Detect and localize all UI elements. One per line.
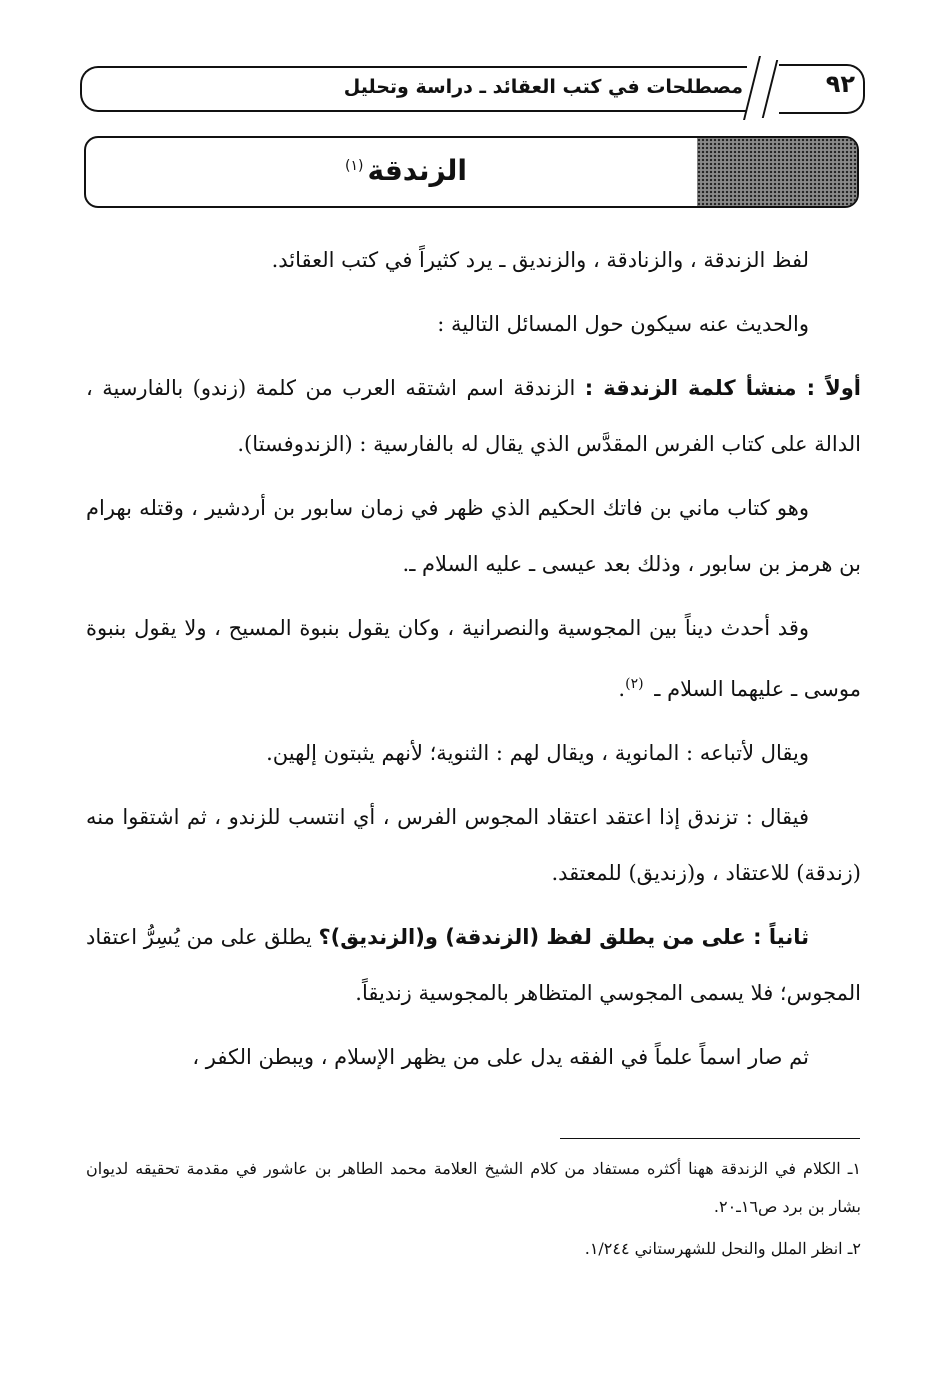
- paragraph: وهو كتاب ماني بن فاتك الحكيم الذي ظهر في زمان سابور بن أردشير ، وقتله بهرام بن هرمز بن سابور ، وذلك بعد عيسى ـ عليه السلام ـ.: [86, 496, 861, 576]
- paragraph: فيقال : تزندق إذا اعتقد اعتقاد المجوس الفرس ، أي انتسب للزندو ، ثم اشتقوا منه (زندقة) للاعتقاد ، و(زنديق) للمعتقد.: [86, 805, 861, 885]
- body-text: [86, 232, 861, 1093]
- paragraph-text: الزندقة اسم اشتقه العرب من كلمة (زندو) بالفارسية ، الدالة على كتاب الفرس المقدَّس الذي يقال له بالفارسية : (الزندوفستا).: [86, 376, 861, 456]
- section-heading-pattern: [697, 138, 857, 206]
- section-title-text: الزندقة: [367, 154, 467, 187]
- book-title: مصطلحات في كتب العقائد ـ دراسة وتحليل: [343, 76, 743, 98]
- paragraph: [86, 600, 861, 717]
- footnote-separator: [560, 1138, 860, 1139]
- paragraph-text: يطلق على من يُسِرُّ اعتقاد المجوس؛ فلا يسمى المجوسي المتظاهر بالمجوسية زنديقاً.: [86, 925, 861, 1005]
- page-number: ٩٢: [825, 70, 855, 98]
- paragraph: والحديث عنه سيكون حول المسائل التالية :: [437, 312, 809, 336]
- footnote-ref-2: (٢): [625, 676, 644, 692]
- running-header: [80, 64, 865, 116]
- paragraph: [86, 360, 861, 472]
- subheading-usage: ثانياً : على من يطلق لفظ (الزندقة) و(الزنديق)؟: [318, 925, 809, 949]
- footnotes: [86, 1150, 861, 1272]
- paragraph: ثم صار اسماً علماً في الفقه يدل على من يظهر الإسلام ، ويبطن الكفر ،: [192, 1045, 809, 1069]
- section-heading-box: [84, 136, 859, 208]
- paragraph: لفظ الزندقة ، والزنادقة ، والزنديق ـ يرد كثيراً في كتب العقائد.: [271, 248, 809, 272]
- section-title: [345, 154, 467, 187]
- footnote-2: ٢ـ انظر الملل والنحل للشهرستاني ١/٢٤٤.: [584, 1239, 861, 1258]
- paragraph-end: .: [618, 677, 626, 701]
- paragraph-text: وقد أحدث ديناً بين المجوسية والنصرانية ، وكان يقول بنبوة المسيح ، ولا يقول بنبوة موسى ـ عليهما السلام ـ: [86, 616, 861, 701]
- subheading-origin: أولاً : منشأ كلمة الزندقة :: [584, 376, 861, 400]
- paragraph: ويقال لأتباعه : المانوية ، ويقال لهم : الثنوية؛ لأنهم يثبتون إلهين.: [266, 741, 809, 765]
- footnote-ref-1: (١): [345, 157, 364, 174]
- paragraph: [86, 909, 861, 1021]
- footnote-1: ١ـ الكلام في الزندقة ههنا أكثره مستفاد من كلام الشيخ العلامة محمد الطاهر بن عاشور في مقدمة تحقيقه لديوان بشار بن برد ص١٦ـ٢٠.: [86, 1159, 861, 1216]
